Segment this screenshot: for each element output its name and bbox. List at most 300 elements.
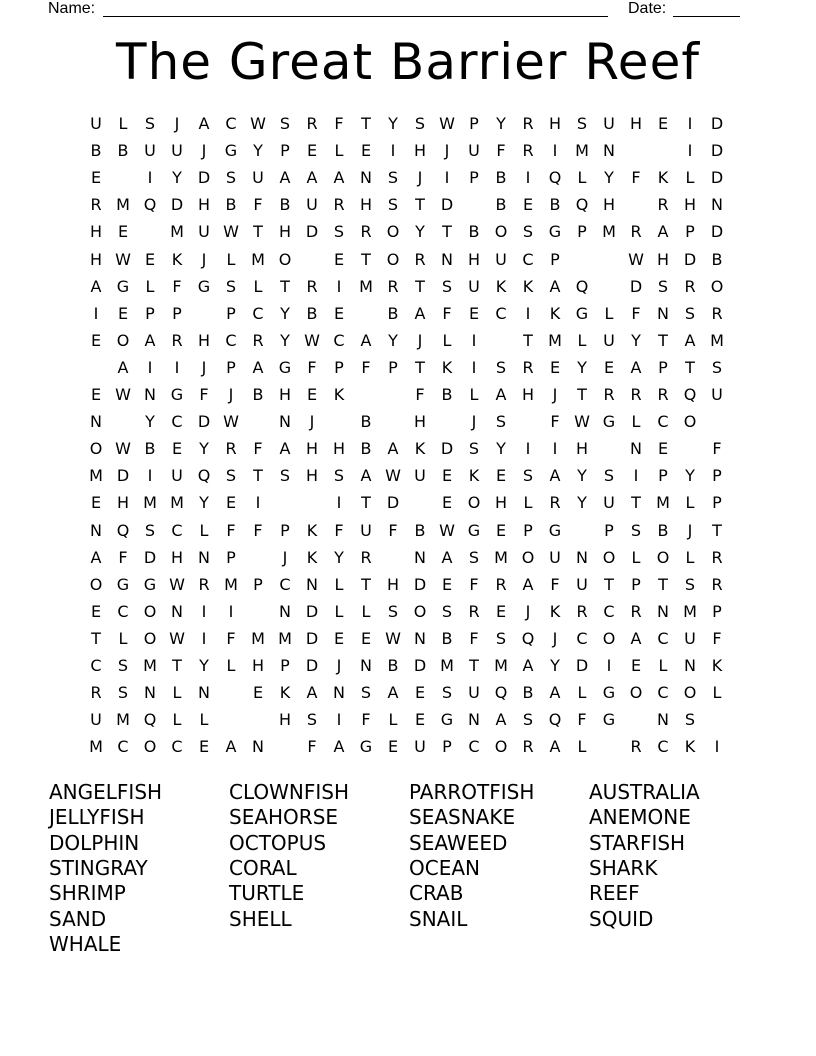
grid-letter[interactable]: E xyxy=(117,222,129,242)
grid-letter[interactable]: J xyxy=(417,330,423,350)
grid-letter[interactable]: I xyxy=(444,168,450,188)
grid-letter[interactable]: Y xyxy=(496,114,506,133)
grid-letter[interactable]: W xyxy=(385,628,401,648)
grid-letter[interactable]: M xyxy=(359,276,373,296)
grid-letter[interactable]: P xyxy=(172,303,182,323)
grid-letter[interactable]: T xyxy=(361,249,371,269)
grid-letter[interactable]: Y xyxy=(253,141,263,161)
grid-letter[interactable]: C xyxy=(252,303,264,323)
grid-letter[interactable]: F xyxy=(172,276,182,296)
grid-letter[interactable]: L xyxy=(631,547,641,567)
grid-letter[interactable]: M xyxy=(710,330,724,350)
grid-letter[interactable]: M xyxy=(548,330,562,350)
grid-letter[interactable]: S xyxy=(144,520,156,540)
grid-letter[interactable]: N xyxy=(657,601,669,621)
grid-letter[interactable]: P xyxy=(442,737,452,757)
grid-letter[interactable]: S xyxy=(117,656,129,675)
grid-letter[interactable]: H xyxy=(89,222,103,242)
grid-letter[interactable]: E xyxy=(495,520,507,540)
grid-letter[interactable]: C xyxy=(657,628,669,648)
grid-letter[interactable]: E xyxy=(495,601,507,621)
grid-letter[interactable]: G xyxy=(224,141,238,161)
grid-letter[interactable]: B xyxy=(90,141,102,161)
grid-letter[interactable]: I xyxy=(336,276,342,296)
grid-letter[interactable]: S xyxy=(684,303,696,323)
grid-letter[interactable]: D xyxy=(116,466,130,486)
grid-letter[interactable]: O xyxy=(683,412,697,432)
grid-letter[interactable]: N xyxy=(198,683,210,703)
grid-letter[interactable]: G xyxy=(170,385,184,404)
grid-letter[interactable]: M xyxy=(170,222,184,242)
grid-letter[interactable]: M xyxy=(575,141,589,161)
grid-letter[interactable]: L xyxy=(118,114,128,133)
grid-letter[interactable]: H xyxy=(575,439,589,459)
grid-letter[interactable]: S xyxy=(117,683,129,703)
grid-letter[interactable]: K xyxy=(279,683,291,703)
grid-letter[interactable]: I xyxy=(471,330,477,350)
grid-letter[interactable]: B xyxy=(360,412,372,432)
grid-letter[interactable]: L xyxy=(577,683,587,703)
grid-letter[interactable]: S xyxy=(630,520,642,540)
grid-letter[interactable]: N xyxy=(576,547,588,567)
grid-letter[interactable]: W xyxy=(628,249,644,269)
grid-letter[interactable]: O xyxy=(602,547,616,567)
grid-letter[interactable]: B xyxy=(117,141,129,161)
grid-letter[interactable]: S xyxy=(414,114,426,133)
grid-letter[interactable]: B xyxy=(387,656,399,675)
grid-letter[interactable]: O xyxy=(143,737,157,757)
grid-letter[interactable]: H xyxy=(305,439,319,459)
grid-letter[interactable]: F xyxy=(550,574,560,594)
grid-letter[interactable]: H xyxy=(116,493,130,513)
grid-letter[interactable]: R xyxy=(657,195,669,215)
grid-letter[interactable]: Q xyxy=(521,628,535,648)
grid-letter[interactable]: C xyxy=(333,330,345,350)
grid-letter[interactable]: R xyxy=(252,330,264,350)
grid-letter[interactable]: K xyxy=(441,357,453,377)
grid-letter[interactable]: U xyxy=(495,249,507,269)
grid-letter[interactable]: D xyxy=(386,493,400,513)
grid-letter[interactable]: N xyxy=(252,737,264,757)
grid-letter[interactable]: H xyxy=(278,385,292,404)
grid-letter[interactable]: H xyxy=(467,249,481,269)
grid-letter[interactable]: S xyxy=(387,168,399,188)
grid-letter[interactable]: K xyxy=(306,547,318,567)
grid-letter[interactable]: Q xyxy=(143,710,157,730)
grid-letter[interactable]: K xyxy=(495,276,507,296)
grid-letter[interactable]: M xyxy=(170,493,184,513)
grid-letter[interactable]: J xyxy=(228,385,234,404)
grid-letter[interactable]: I xyxy=(336,493,342,513)
grid-letter[interactable]: Q xyxy=(683,385,697,404)
grid-letter[interactable]: P xyxy=(469,168,479,188)
grid-letter[interactable]: U xyxy=(468,141,480,161)
grid-letter[interactable]: R xyxy=(549,493,561,513)
grid-letter[interactable]: Y xyxy=(388,330,398,350)
grid-letter[interactable]: D xyxy=(413,574,427,594)
grid-letter[interactable]: U xyxy=(549,547,561,567)
grid-letter[interactable]: H xyxy=(278,710,292,730)
grid-letter[interactable]: W xyxy=(223,412,239,432)
grid-letter[interactable]: B xyxy=(549,195,561,215)
grid-letter[interactable]: G xyxy=(467,520,481,540)
grid-letter[interactable]: M xyxy=(656,493,670,513)
grid-letter[interactable]: A xyxy=(198,114,210,133)
grid-letter[interactable]: T xyxy=(280,276,290,296)
grid-letter[interactable]: Y xyxy=(496,439,506,459)
grid-letter[interactable]: L xyxy=(145,276,155,296)
grid-letter[interactable]: Y xyxy=(199,656,209,675)
grid-letter[interactable]: N xyxy=(279,412,291,432)
grid-letter[interactable]: W xyxy=(223,222,239,242)
grid-letter[interactable]: E xyxy=(144,249,156,269)
grid-letter[interactable]: O xyxy=(521,547,535,567)
grid-letter[interactable]: C xyxy=(171,520,183,540)
grid-letter[interactable]: H xyxy=(413,141,427,161)
grid-letter[interactable]: R xyxy=(522,357,534,377)
grid-letter[interactable]: L xyxy=(172,710,182,730)
grid-letter[interactable]: L xyxy=(577,330,587,350)
grid-letter[interactable]: E xyxy=(90,493,102,513)
grid-letter[interactable]: U xyxy=(252,168,264,188)
grid-letter[interactable]: S xyxy=(225,276,237,296)
grid-letter[interactable]: N xyxy=(630,439,642,459)
grid-letter[interactable]: B xyxy=(711,249,723,269)
grid-letter[interactable]: H xyxy=(305,466,319,486)
grid-letter[interactable]: A xyxy=(306,168,318,188)
grid-letter[interactable]: T xyxy=(415,195,425,215)
grid-letter[interactable]: E xyxy=(117,303,129,323)
grid-letter[interactable]: L xyxy=(226,656,236,675)
grid-letter[interactable]: A xyxy=(144,330,156,350)
grid-letter[interactable]: G xyxy=(278,357,292,377)
grid-letter[interactable]: E xyxy=(333,303,345,323)
grid-letter[interactable]: P xyxy=(712,601,722,621)
grid-letter[interactable]: H xyxy=(683,195,697,215)
grid-letter[interactable]: E xyxy=(360,628,372,648)
grid-letter[interactable]: I xyxy=(714,737,720,757)
grid-letter[interactable]: H xyxy=(413,412,427,432)
grid-letter[interactable]: M xyxy=(440,656,454,675)
grid-letter[interactable]: M xyxy=(494,656,508,675)
grid-letter[interactable]: H xyxy=(656,249,670,269)
grid-letter[interactable]: P xyxy=(577,222,587,242)
grid-letter[interactable]: D xyxy=(629,276,643,296)
grid-letter[interactable]: B xyxy=(468,222,480,242)
grid-letter[interactable]: C xyxy=(225,114,237,133)
grid-letter[interactable]: I xyxy=(228,601,234,621)
grid-letter[interactable]: U xyxy=(414,737,426,757)
grid-letter[interactable]: T xyxy=(361,114,371,133)
grid-letter[interactable]: C xyxy=(576,628,588,648)
grid-letter[interactable]: R xyxy=(360,547,372,567)
grid-letter[interactable]: L xyxy=(577,737,587,757)
grid-letter[interactable]: K xyxy=(468,466,480,486)
grid-letter[interactable]: F xyxy=(199,385,209,404)
grid-letter[interactable]: L xyxy=(199,710,209,730)
grid-letter[interactable]: Y xyxy=(550,656,560,675)
grid-letter[interactable]: F xyxy=(577,710,587,730)
grid-letter[interactable]: P xyxy=(226,357,236,377)
grid-letter[interactable]: K xyxy=(549,303,561,323)
grid-letter[interactable]: J xyxy=(282,547,288,567)
grid-letter[interactable]: S xyxy=(333,466,345,486)
grid-letter[interactable]: O xyxy=(656,547,670,567)
grid-letter[interactable]: F xyxy=(442,303,452,323)
grid-letter[interactable]: C xyxy=(171,737,183,757)
grid-letter[interactable]: R xyxy=(90,195,102,215)
grid-letter[interactable]: A xyxy=(630,357,642,377)
grid-letter[interactable]: S xyxy=(522,466,534,486)
grid-letter[interactable]: L xyxy=(334,141,344,161)
grid-letter[interactable]: A xyxy=(657,222,669,242)
grid-letter[interactable]: O xyxy=(89,574,103,594)
grid-letter[interactable]: P xyxy=(280,656,290,675)
grid-letter[interactable]: R xyxy=(468,601,480,621)
grid-letter[interactable]: F xyxy=(253,195,263,215)
grid-letter[interactable]: C xyxy=(90,656,102,675)
grid-letter[interactable]: H xyxy=(278,222,292,242)
grid-letter[interactable]: A xyxy=(279,439,291,459)
grid-letter[interactable]: S xyxy=(468,439,480,459)
grid-letter[interactable]: W xyxy=(169,574,185,594)
grid-letter[interactable]: R xyxy=(522,737,534,757)
grid-letter[interactable]: Y xyxy=(685,466,695,486)
grid-letter[interactable]: N xyxy=(279,601,291,621)
grid-letter[interactable]: E xyxy=(468,303,480,323)
grid-letter[interactable]: A xyxy=(549,683,561,703)
grid-letter[interactable]: E xyxy=(549,357,561,377)
grid-letter[interactable]: A xyxy=(549,737,561,757)
grid-letter[interactable]: R xyxy=(387,276,399,296)
grid-letter[interactable]: B xyxy=(279,195,291,215)
grid-letter[interactable]: A xyxy=(117,357,129,377)
grid-letter[interactable]: T xyxy=(685,357,695,377)
grid-letter[interactable]: E xyxy=(603,357,615,377)
grid-letter[interactable]: L xyxy=(469,385,479,404)
grid-letter[interactable]: S xyxy=(144,114,156,133)
grid-letter[interactable]: J xyxy=(309,412,315,432)
grid-letter[interactable]: G xyxy=(143,574,157,594)
grid-letter[interactable]: A xyxy=(333,737,345,757)
grid-letter[interactable]: U xyxy=(603,330,615,350)
grid-letter[interactable]: Y xyxy=(145,412,155,432)
grid-letter[interactable]: L xyxy=(523,493,533,513)
grid-letter[interactable]: H xyxy=(89,249,103,269)
grid-letter[interactable]: M xyxy=(89,737,103,757)
grid-letter[interactable]: G xyxy=(116,276,130,296)
grid-letter[interactable]: C xyxy=(522,249,534,269)
grid-letter[interactable]: S xyxy=(522,710,534,730)
grid-letter[interactable]: N xyxy=(333,683,345,703)
grid-letter[interactable]: A xyxy=(495,385,507,404)
grid-letter[interactable]: F xyxy=(469,628,479,648)
grid-letter[interactable]: T xyxy=(577,385,587,404)
grid-letter[interactable]: U xyxy=(171,141,183,161)
grid-letter[interactable]: N xyxy=(468,710,480,730)
grid-letter[interactable]: U xyxy=(144,141,156,161)
grid-letter[interactable]: L xyxy=(361,601,371,621)
grid-letter[interactable]: E xyxy=(171,439,183,459)
grid-letter[interactable]: R xyxy=(711,574,723,594)
grid-letter[interactable]: U xyxy=(90,114,102,133)
grid-letter[interactable]: C xyxy=(117,601,129,621)
grid-letter[interactable]: F xyxy=(226,520,236,540)
grid-letter[interactable]: S xyxy=(225,466,237,486)
grid-letter[interactable]: E xyxy=(495,466,507,486)
grid-letter[interactable]: R xyxy=(522,141,534,161)
grid-letter[interactable]: O xyxy=(710,276,724,296)
grid-letter[interactable]: C xyxy=(657,737,669,757)
grid-letter[interactable]: M xyxy=(89,466,103,486)
grid-letter[interactable]: T xyxy=(172,656,182,675)
grid-letter[interactable]: A xyxy=(495,710,507,730)
grid-letter[interactable]: B xyxy=(495,195,507,215)
grid-letter[interactable]: N xyxy=(414,628,426,648)
grid-letter[interactable]: N xyxy=(657,710,669,730)
grid-letter[interactable]: Q xyxy=(494,683,508,703)
grid-letter[interactable]: K xyxy=(414,439,426,459)
grid-letter[interactable]: S xyxy=(279,114,291,133)
grid-letter[interactable]: C xyxy=(495,303,507,323)
grid-letter[interactable]: R xyxy=(711,303,723,323)
grid-letter[interactable]: G xyxy=(116,574,130,594)
grid-letter[interactable]: I xyxy=(687,141,693,161)
grid-letter[interactable]: D xyxy=(440,439,454,459)
grid-letter[interactable]: S xyxy=(225,168,237,188)
grid-letter[interactable]: I xyxy=(552,141,558,161)
grid-letter[interactable]: N xyxy=(198,547,210,567)
grid-letter[interactable]: T xyxy=(91,628,101,648)
grid-letter[interactable]: F xyxy=(253,439,263,459)
grid-letter[interactable]: L xyxy=(253,276,263,296)
grid-letter[interactable]: A xyxy=(225,737,237,757)
grid-letter[interactable]: M xyxy=(683,601,697,621)
grid-letter[interactable]: C xyxy=(279,574,291,594)
grid-letter[interactable]: K xyxy=(171,249,183,269)
grid-letter[interactable]: L xyxy=(685,168,695,188)
grid-letter[interactable]: L xyxy=(334,601,344,621)
grid-letter[interactable]: T xyxy=(712,520,722,540)
grid-letter[interactable]: W xyxy=(439,114,455,133)
grid-letter[interactable]: N xyxy=(144,385,156,404)
grid-letter[interactable]: H xyxy=(197,195,211,215)
grid-letter[interactable]: B xyxy=(252,385,264,404)
grid-letter[interactable]: S xyxy=(279,466,291,486)
grid-letter[interactable]: T xyxy=(442,222,452,242)
grid-letter[interactable]: W xyxy=(115,385,131,404)
grid-letter[interactable]: N xyxy=(603,141,615,161)
grid-letter[interactable]: T xyxy=(253,466,263,486)
grid-letter[interactable]: B xyxy=(441,628,453,648)
grid-letter[interactable]: J xyxy=(552,385,558,404)
grid-letter[interactable]: N xyxy=(90,520,102,540)
grid-letter[interactable]: Y xyxy=(388,114,398,133)
grid-letter[interactable]: L xyxy=(712,683,722,703)
grid-letter[interactable]: G xyxy=(548,222,562,242)
grid-letter[interactable]: D xyxy=(710,168,724,188)
grid-letter[interactable]: P xyxy=(253,574,263,594)
grid-letter[interactable]: Y xyxy=(199,439,209,459)
grid-letter[interactable]: S xyxy=(495,357,507,377)
grid-letter[interactable]: T xyxy=(361,493,371,513)
grid-letter[interactable]: L xyxy=(685,493,695,513)
grid-letter[interactable]: L xyxy=(172,683,182,703)
grid-letter[interactable]: N xyxy=(360,656,372,675)
grid-letter[interactable]: U xyxy=(306,195,318,215)
grid-letter[interactable]: A xyxy=(360,466,372,486)
grid-letter[interactable]: T xyxy=(523,330,533,350)
grid-letter[interactable]: D xyxy=(143,547,157,567)
grid-letter[interactable]: E xyxy=(387,737,399,757)
grid-letter[interactable]: R xyxy=(603,385,615,404)
grid-letter[interactable]: S xyxy=(441,601,453,621)
grid-letter[interactable]: N xyxy=(711,195,723,215)
grid-letter[interactable]: G xyxy=(440,710,454,730)
grid-letter[interactable]: Y xyxy=(415,222,425,242)
grid-letter[interactable]: G xyxy=(575,303,589,323)
grid-letter[interactable]: T xyxy=(631,493,641,513)
grid-letter[interactable]: U xyxy=(171,466,183,486)
grid-letter[interactable]: M xyxy=(224,574,238,594)
grid-letter[interactable]: P xyxy=(523,520,533,540)
grid-letter[interactable]: P xyxy=(388,357,398,377)
grid-letter[interactable]: H xyxy=(251,656,265,675)
grid-letter[interactable]: R xyxy=(630,601,642,621)
grid-letter[interactable]: A xyxy=(522,656,534,675)
grid-letter[interactable]: S xyxy=(468,547,480,567)
grid-letter[interactable]: E xyxy=(333,628,345,648)
grid-letter[interactable]: B xyxy=(522,683,534,703)
grid-letter[interactable]: K xyxy=(711,656,723,675)
grid-letter[interactable]: T xyxy=(469,656,479,675)
grid-letter[interactable]: W xyxy=(115,249,131,269)
grid-letter[interactable]: D xyxy=(305,601,319,621)
grid-letter[interactable]: E xyxy=(441,493,453,513)
grid-letter[interactable]: D xyxy=(710,222,724,242)
grid-letter[interactable]: S xyxy=(711,357,723,377)
grid-letter[interactable]: I xyxy=(525,168,531,188)
grid-letter[interactable]: M xyxy=(251,249,265,269)
grid-letter[interactable]: G xyxy=(359,737,373,757)
grid-letter[interactable]: T xyxy=(253,222,263,242)
grid-letter[interactable]: O xyxy=(494,737,508,757)
grid-letter[interactable]: G xyxy=(602,710,616,730)
grid-letter[interactable]: Y xyxy=(334,547,344,567)
grid-letter[interactable]: U xyxy=(414,466,426,486)
grid-letter[interactable]: O xyxy=(143,601,157,621)
grid-letter[interactable]: A xyxy=(306,683,318,703)
grid-letter[interactable]: F xyxy=(253,520,263,540)
grid-letter[interactable]: F xyxy=(631,168,641,188)
grid-letter[interactable]: S xyxy=(306,710,318,730)
grid-letter[interactable]: G xyxy=(197,276,211,296)
grid-letter[interactable]: N xyxy=(657,303,669,323)
grid-letter[interactable]: W xyxy=(439,520,455,540)
grid-letter[interactable]: Q xyxy=(116,520,130,540)
grid-letter[interactable]: M xyxy=(278,628,292,648)
grid-letter[interactable]: R xyxy=(360,222,372,242)
grid-letter[interactable]: A xyxy=(522,574,534,594)
grid-letter[interactable]: D xyxy=(197,168,211,188)
grid-letter[interactable]: E xyxy=(90,385,102,404)
grid-letter[interactable]: R xyxy=(495,574,507,594)
grid-letter[interactable]: W xyxy=(169,628,185,648)
grid-letter[interactable]: S xyxy=(684,710,696,730)
grid-letter[interactable]: L xyxy=(118,628,128,648)
grid-letter[interactable]: Y xyxy=(199,493,209,513)
grid-letter[interactable]: E xyxy=(306,141,318,161)
